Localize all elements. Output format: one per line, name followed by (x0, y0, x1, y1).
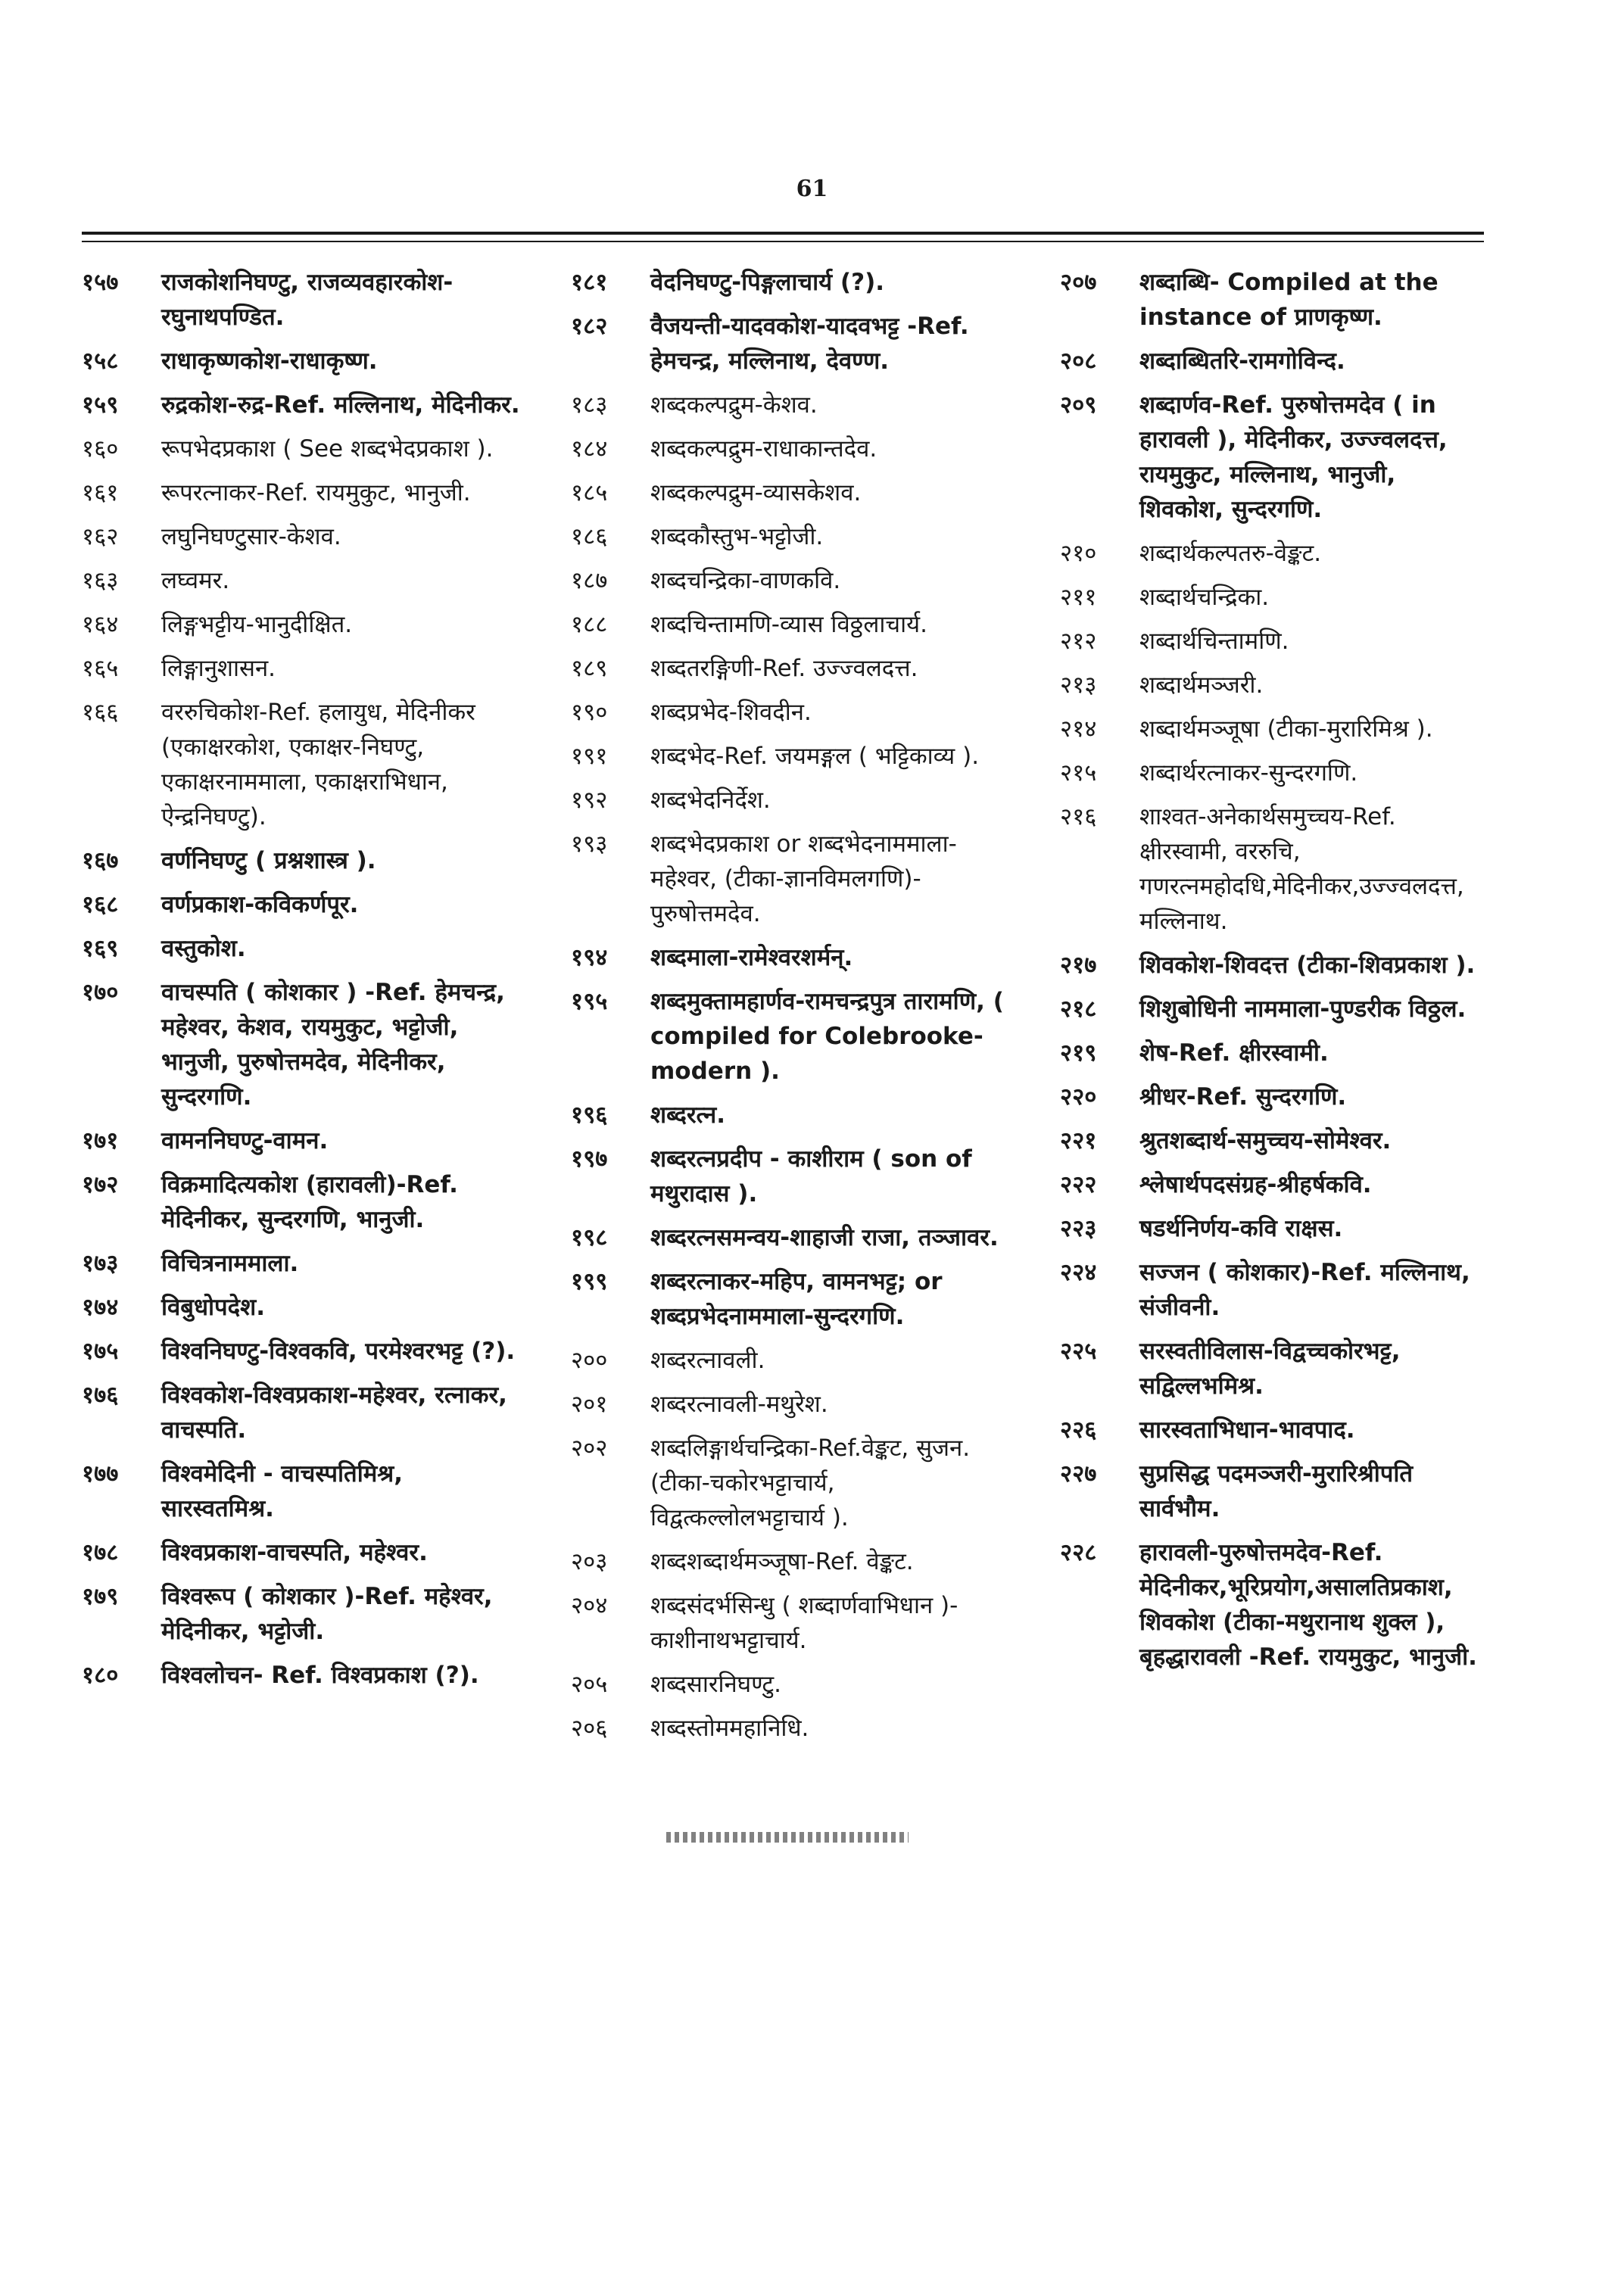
entry-number: २०६ (571, 1715, 608, 1742)
entry-number: १५८ (82, 347, 119, 375)
entry-text: शब्दस्तोममहानिधि. (650, 1715, 809, 1742)
entry-text: शब्दभेद-Ref. जयमङ्गल ( भट्टिकाव्य ). (650, 743, 980, 770)
entry-number: १९० (571, 699, 608, 726)
entry-number: १७३ (82, 1250, 119, 1277)
entry-number: १६० (82, 435, 119, 463)
lexicon-entry (571, 695, 1010, 730)
entry-text: शब्दतरङ्गिणी-Ref. उज्ज्वलदत्त. (650, 655, 918, 682)
page-number: 61 (796, 176, 828, 202)
entry-number: १९३ (571, 830, 608, 858)
entry-text: वर्णनिघण्टु ( प्रश्नशास्त्र ). (161, 847, 376, 874)
lexicon-entry (82, 607, 521, 642)
lexicon-entry (571, 1220, 1010, 1255)
entry-number: १७६ (82, 1382, 119, 1409)
entry-columns (82, 265, 1484, 1755)
entry-number: २०७ (1060, 269, 1097, 296)
lexicon-entry (82, 388, 521, 422)
header-rule-thin (82, 241, 1484, 242)
lexicon-entry (1060, 1535, 1484, 1675)
entry-text: षडर्थनिर्णय-कवि राक्षस. (1139, 1215, 1343, 1242)
entry-number: २०९ (1060, 391, 1097, 419)
column-right (1060, 265, 1484, 1755)
entry-number: २०० (571, 1347, 608, 1374)
entry-number: १७९ (82, 1583, 119, 1610)
entry-number: २११ (1060, 584, 1097, 611)
lexicon-entry (1060, 668, 1484, 703)
entry-number: १७४ (82, 1294, 119, 1321)
entry-number: १९१ (571, 743, 608, 770)
entry-number: १६२ (82, 523, 119, 550)
lexicon-entry (1060, 344, 1484, 379)
entry-text: विश्वमेदिनी - वाचस्पतिमिश्र, सारस्वतमिश्र. (161, 1460, 403, 1522)
entry-text: शेष-Ref. क्षीरस्वामी. (1139, 1039, 1329, 1067)
entry-text: शब्दलिङ्गार्थचन्द्रिका-Ref.वेङ्कट, सुजन. (टीका-चकोरभट्टाचार्य, विद्वत्कल्लोलभट्टाचार्य ). (650, 1435, 971, 1531)
lexicon-entry (1060, 1255, 1484, 1325)
entry-text: विश्वप्रकाश-वाचस्पति, महेश्वर. (161, 1539, 428, 1566)
entry-text: शब्दार्थरत्नाकर-सुन्दरगणि. (1139, 759, 1358, 787)
entry-text: शब्दार्थकल्पतरु-वेङ्कट. (1139, 540, 1322, 567)
entry-text: शब्दरत्नप्रदीप - काशीराम ( son of मथुरादास ). (650, 1145, 972, 1207)
entry-text: शब्दार्थमञ्जरी. (1139, 671, 1264, 699)
entry-text: शब्दकल्पद्रुम-केशव. (650, 391, 818, 419)
entry-number: १६७ (82, 847, 119, 874)
lexicon-entry (82, 931, 521, 966)
entry-number: २२३ (1060, 1215, 1097, 1242)
entry-number: १७२ (82, 1171, 119, 1198)
entry-number: २१८ (1060, 995, 1097, 1023)
entry-number: १८९ (571, 655, 608, 682)
entry-number: १६९ (82, 935, 119, 962)
entry-number: १७७ (82, 1460, 119, 1488)
entry-text: वाचस्पति ( कोशकार ) -Ref. हेमचन्द्र, महेश्वर, केशव, रायमुकुट, भट्टोजी, भानुजी, पुरुषोत्तमदेव, मेदिनीकर, सुन्दरगणि. (161, 979, 505, 1111)
lexicon-entry (1060, 624, 1484, 659)
entry-text: राधाकृष्णकोश-राधाकृष्ण. (161, 347, 378, 375)
entry-number: २२८ (1060, 1539, 1097, 1566)
entry-number: २०३ (571, 1548, 608, 1575)
lexicon-entry (1060, 1413, 1484, 1447)
lexicon-entry (571, 1544, 1010, 1579)
entry-number: २१७ (1060, 952, 1097, 979)
lexicon-entry (571, 607, 1010, 642)
lexicon-entry (571, 651, 1010, 686)
entry-number: १८१ (571, 269, 608, 296)
entry-text: सारस्वताभिधान-भावपाद. (1139, 1416, 1355, 1444)
lexicon-entry (82, 843, 521, 878)
entry-number: १९५ (571, 988, 608, 1015)
entry-text: विश्वनिघण्टु-विश्वकवि, परमेश्वरभट्ट (?). (161, 1338, 516, 1365)
lexicon-entry (1060, 536, 1484, 571)
entry-text: शब्दकल्पद्रुम-व्यासकेशव. (650, 479, 862, 506)
entry-number: १८० (82, 1662, 119, 1689)
entry-text: विचित्रनाममाला. (161, 1250, 299, 1277)
header-rule-thick (82, 232, 1484, 235)
entry-text: विश्वलोचन- Ref. विश्वप्रकाश (?). (161, 1662, 479, 1689)
lexicon-entry (82, 519, 521, 554)
entry-number: २२२ (1060, 1171, 1097, 1198)
entry-text: शब्दार्थचन्द्रिका. (1139, 584, 1270, 611)
lexicon-entry (571, 783, 1010, 818)
entry-text: वर्णप्रकाश-कविकर्णपूर. (161, 891, 359, 918)
entry-number: १९९ (571, 1268, 608, 1295)
entry-text: लघुनिघण्टुसार-केशव. (161, 523, 341, 550)
lexicon-entry (82, 695, 521, 834)
entry-text: सुप्रसिद्ध पदमञ्जरी-मुरारिश्रीपति सार्वभौम. (1139, 1460, 1414, 1522)
entry-number: १८४ (571, 435, 608, 463)
entry-text: शब्दभेदप्रकाश or शब्दभेदनाममाला-महेश्वर, (टीका-ज्ञानविमलगणि)-पुरुषोत्तमदेव. (650, 830, 957, 927)
entry-text: शब्दमुक्तामहार्णव-रामचन्द्रपुत्र तारामणि, ( compiled for Colebrooke-modern ). (650, 988, 1004, 1085)
entry-text: शब्दप्रभेद-शिवदीन. (650, 699, 812, 726)
entry-number: १८८ (571, 611, 608, 638)
lexicon-entry (1060, 992, 1484, 1027)
entry-number: १९६ (571, 1101, 608, 1129)
entry-text: शब्दशब्दार्थमञ्जूषा-Ref. वेङ्कट. (650, 1548, 914, 1575)
lexicon-entry (1060, 1080, 1484, 1114)
entry-number: १६१ (82, 479, 119, 506)
entry-number: २१२ (1060, 628, 1097, 655)
entry-number: १७५ (82, 1338, 119, 1365)
lexicon-entry (571, 309, 1010, 379)
lexicon-entry (82, 1579, 521, 1649)
entry-text: शब्दाब्धि- Compiled at the instance of प्राणकृष्ण. (1139, 269, 1439, 331)
lexicon-entry (571, 1588, 1010, 1658)
entry-text: रूपरत्नाकर-Ref. रायमुकुट, भानुजी. (161, 479, 471, 506)
column-left (82, 265, 521, 1755)
lexicon-entry (571, 1098, 1010, 1132)
entry-number: २०५ (571, 1671, 608, 1698)
entry-text: सरस्वतीविलास-विद्वच्चकोरभट्ट, सद्विल्लभमिश्र. (1139, 1338, 1401, 1400)
entry-text: शब्दसंदर्भसिन्धु ( शब्दार्णवाभिधान )-काशीनाथभट्टाचार्य. (650, 1592, 959, 1654)
lexicon-entry (571, 739, 1010, 774)
lexicon-entry (571, 1264, 1010, 1334)
entry-text: शब्दभेदनिर्देश. (650, 787, 771, 814)
lexicon-entry (82, 1290, 521, 1325)
entry-number: २०२ (571, 1435, 608, 1462)
entry-number: २२७ (1060, 1460, 1097, 1488)
entry-number: १८५ (571, 479, 608, 506)
lexicon-entry (1060, 948, 1484, 983)
entry-text: हारावली-पुरुषोत्तमदेव-Ref. मेदिनीकर,भूरिप्रयोग,असालतिप्रकाश, शिवकोश (टीका-मथुरानाथ शुक्ल ), बृहद्धारावली -Ref. रायमुकुट, भानुजी. (1139, 1539, 1477, 1671)
lexicon-entry (82, 1246, 521, 1281)
entry-number: १८६ (571, 523, 608, 550)
entry-number: १६३ (82, 567, 119, 594)
entry-number: १८२ (571, 313, 608, 340)
column-middle (571, 265, 1010, 1755)
entry-text: शब्दार्णव-Ref. पुरुषोत्तमदेव ( in हारावली ), मेदिनीकर, उज्ज्वलदत्त, रायमुकुट, मल्लिनाथ, भानुजी, शिवकोश, सुन्दरगणि. (1139, 391, 1448, 523)
entry-number: १५९ (82, 391, 119, 419)
entry-number: १६८ (82, 891, 119, 918)
entry-number: १६४ (82, 611, 119, 638)
entry-number: १५७ (82, 269, 119, 296)
entry-text: शब्दरत्नावली-मथुरेश. (650, 1391, 828, 1418)
entry-text: श्रीधर-Ref. सुन्दरगणि. (1139, 1083, 1347, 1111)
lexicon-entry (82, 887, 521, 922)
entry-text: विबुधोपदेश. (161, 1294, 265, 1321)
lexicon-entry (1060, 1167, 1484, 1202)
lexicon-entry (571, 1667, 1010, 1702)
entry-number: १९७ (571, 1145, 608, 1173)
entry-number: १९४ (571, 944, 608, 971)
lexicon-entry (82, 265, 521, 335)
lexicon-entry (82, 651, 521, 686)
lexicon-entry (571, 1387, 1010, 1422)
entry-text: शब्दकौस्तुभ-भट्टोजी. (650, 523, 824, 550)
entry-text: शब्दाब्धितरि-रामगोविन्द. (1139, 347, 1345, 375)
entry-number: २१४ (1060, 715, 1097, 743)
entry-number: २०४ (571, 1592, 608, 1619)
lexicon-entry (1060, 580, 1484, 615)
entry-text: शब्दमाला-रामेश्वरशर्मन्. (650, 944, 853, 971)
lexicon-entry (1060, 1456, 1484, 1526)
lexicon-entry (571, 1711, 1010, 1746)
entry-number: १७० (82, 979, 119, 1006)
entry-text: लघ्वमर. (161, 567, 230, 594)
lexicon-entry (571, 265, 1010, 300)
lexicon-entry (571, 475, 1010, 510)
lexicon-entry (571, 563, 1010, 598)
entry-text: श्रुतशब्दार्थ-समुच्चय-सोमेश्वर. (1139, 1127, 1392, 1154)
entry-text: शाश्वत-अनेकार्थसमुच्चय-Ref. क्षीरस्वामी, वररुचि, गणरत्नमहोदधि,मेदिनीकर,उज्ज्वलदत्त, मल्लिनाथ. (1139, 803, 1464, 935)
lexicon-entry (1060, 388, 1484, 527)
entry-text: शब्दरत्नसमन्वय-शाहाजी राजा, तञ्जावर. (650, 1224, 999, 1251)
entry-text: विश्वरूप ( कोशकार )-Ref. महेश्वर, मेदिनीकर, भट्टोजी. (161, 1583, 493, 1645)
entry-number: २२६ (1060, 1416, 1097, 1444)
entry-number: २२० (1060, 1083, 1097, 1111)
lexicon-entry (1060, 1211, 1484, 1246)
entry-text: वररुचिकोश-Ref. हलायुध, मेदिनीकर (एकाक्षरकोश, एकाक्षर-निघण्टु, एकाक्षरनाममाला, एकाक्षराभिधान, ऐन्द्रनिघण्टु). (161, 699, 475, 830)
lexicon-entry (82, 1167, 521, 1237)
entry-text: शब्दरत्नाकर-महिप, वामनभट्ट; or शब्दप्रभेदनाममाला-सुन्दरगणि. (650, 1268, 943, 1330)
lexicon-entry (571, 1431, 1010, 1535)
lexicon-entry (82, 1658, 521, 1693)
entry-number: २१३ (1060, 671, 1097, 699)
entry-text: शब्दकल्पद्रुम-राधाकान्तदेव. (650, 435, 877, 463)
lexicon-entry (571, 984, 1010, 1089)
entry-number: २०८ (1060, 347, 1097, 375)
lexicon-entry (82, 1456, 521, 1526)
lexicon-entry (82, 975, 521, 1114)
entry-text: शब्दचन्द्रिका-वाणकवि. (650, 567, 841, 594)
lexicon-entry (82, 1123, 521, 1158)
entry-text: शिशुबोधिनी नाममाला-पुण्डरीक विठ्ठल. (1139, 995, 1467, 1023)
lexicon-entry (1060, 1036, 1484, 1070)
lexicon-entry (82, 431, 521, 466)
entry-text: रूपभेदप्रकाश ( See शब्दभेदप्रकाश ). (161, 435, 494, 463)
entry-number: १७८ (82, 1539, 119, 1566)
entry-text: शब्दचिन्तामणि-व्यास विठ्ठलाचार्य. (650, 611, 927, 638)
entry-text: वेदनिघण्टु-पिङ्गलाचार्य (?). (650, 269, 885, 296)
entry-number: २०१ (571, 1391, 608, 1418)
lexicon-entry (1060, 1334, 1484, 1404)
lexicon-entry (82, 344, 521, 379)
entry-text: लिङ्गभट्टीय-भानुदीक्षित. (161, 611, 353, 638)
entry-number: २१५ (1060, 759, 1097, 787)
lexicon-entry (571, 431, 1010, 466)
lexicon-entry (571, 1142, 1010, 1211)
lexicon-entry (571, 827, 1010, 931)
lexicon-entry (82, 563, 521, 598)
lexicon-entry (82, 475, 521, 510)
lexicon-entry (82, 1535, 521, 1570)
entry-number: १९८ (571, 1224, 608, 1251)
lexicon-entry (82, 1334, 521, 1369)
lexicon-entry (82, 1378, 521, 1447)
entry-number: २१६ (1060, 803, 1097, 830)
entry-number: १८३ (571, 391, 608, 419)
lexicon-entry (571, 940, 1010, 975)
entry-text: वामननिघण्टु-वामन. (161, 1127, 329, 1154)
lexicon-entry (1060, 756, 1484, 790)
entry-text: लिङ्गानुशासन. (161, 655, 276, 682)
entry-text: वस्तुकोश. (161, 935, 246, 962)
entry-number: २२१ (1060, 1127, 1097, 1154)
entry-text: वैजयन्ती-यादवकोश-यादवभट्ट -Ref. हेमचन्द्र, मल्लिनाथ, देवण्ण. (650, 313, 969, 375)
entry-text: शब्दरत्नावली. (650, 1347, 765, 1374)
entry-number: २२४ (1060, 1259, 1097, 1286)
entry-number: २१० (1060, 540, 1097, 567)
entry-text: राजकोशनिघण्टु, राजव्यवहारकोश-रघुनाथपण्डित. (161, 269, 454, 331)
entry-number: १८७ (571, 567, 608, 594)
entry-text: शब्दार्थमञ्जूषा (टीका-मुरारिमिश्र ). (1139, 715, 1433, 743)
lexicon-entry (571, 519, 1010, 554)
entry-number: २२५ (1060, 1338, 1097, 1365)
entry-text: शब्दार्थचिन्तामणि. (1139, 628, 1289, 655)
entry-text: शिवकोश-शिवदत्त (टीका-शिवप्रकाश ). (1139, 952, 1476, 979)
entry-text: रुद्रकोश-रुद्र-Ref. मल्लिनाथ, मेदिनीकर. (161, 391, 520, 419)
end-ornament (666, 1832, 909, 1843)
lexicon-entry (1060, 712, 1484, 746)
lexicon-entry (571, 388, 1010, 422)
entry-number: १९२ (571, 787, 608, 814)
entry-text: विक्रमादित्यकोश (हारावली)-Ref. मेदिनीकर, सुन्दरगणि, भानुजी. (161, 1171, 458, 1233)
lexicon-entry (571, 1343, 1010, 1378)
entry-number: १६६ (82, 699, 119, 726)
entry-text: सज्जन ( कोशकार)-Ref. मल्लिनाथ, संजीवनी. (1139, 1259, 1470, 1321)
entry-text: श्लेषार्थपदसंग्रह-श्रीहर्षकवि. (1139, 1171, 1372, 1198)
entry-text: विश्वकोश-विश्वप्रकाश-महेश्वर, रत्नाकर, वाचस्पति. (161, 1382, 507, 1444)
entry-text: शब्दरत्न. (650, 1101, 726, 1129)
entry-text: शब्दसारनिघण्टु. (650, 1671, 781, 1698)
lexicon-entry (1060, 799, 1484, 939)
lexicon-entry (1060, 1123, 1484, 1158)
lexicon-entry (1060, 265, 1484, 335)
entry-number: १७१ (82, 1127, 119, 1154)
entry-number: २१९ (1060, 1039, 1097, 1067)
entry-number: १६५ (82, 655, 119, 682)
